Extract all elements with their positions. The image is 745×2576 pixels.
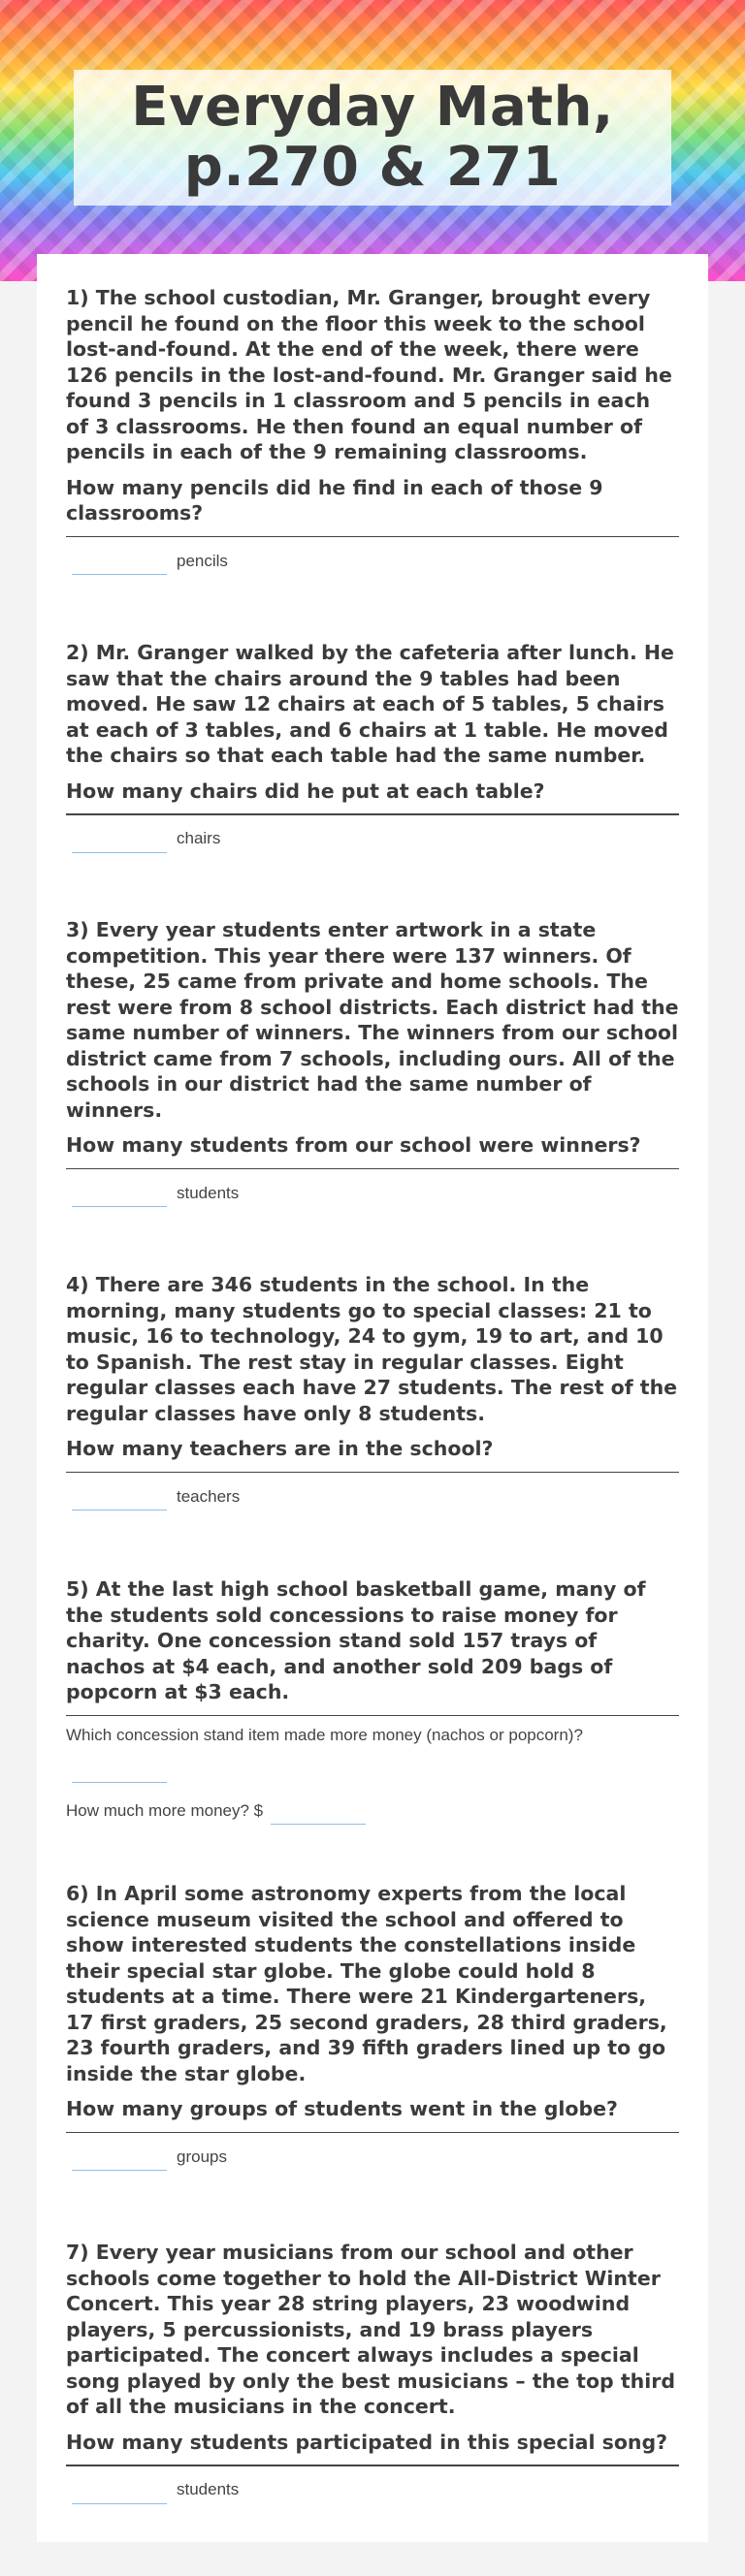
question-5-which-input[interactable]	[72, 1755, 167, 1783]
question-1-unit: pencils	[177, 551, 228, 570]
question-6-answer-input[interactable]	[72, 2143, 167, 2171]
page-title: Everyday Math, p.270 & 271	[131, 76, 614, 199]
question-7-prompt: 7) Every year musicians from our school and other schools come together to hold the All-District Winter Concert. This year 28 string players, 23 woodwind players, 5 percussionists, and 19 brass players participated. The concert always includes a special song played by only the best musicians – the top third of all the musicians in the concert.	[66, 2241, 676, 2418]
divider	[66, 536, 679, 538]
question-7-unit: students	[177, 2480, 240, 2498]
answer-row	[66, 825, 679, 853]
question-5-how-much-input[interactable]	[271, 1797, 366, 1825]
worksheet-card	[37, 254, 708, 2542]
question-1-prompt: 1) The school custodian, Mr. Granger, brought every pencil he found on the floor this week to the school lost-and-found. At the end of the week, there were 126 pencils in the lost-and-found. Mr. Granger said he found 3 pencils in 1 classroom and 5 pencils in each of 3 classrooms. He then found an equal number of pencils in each of the 9 remaining classrooms.	[66, 286, 672, 463]
question-5	[66, 1576, 679, 1825]
question-1-answer-input[interactable]	[72, 547, 167, 575]
question-4-answer-input[interactable]	[72, 1482, 167, 1511]
question-4-ask: How many teachers are in the school?	[66, 1437, 494, 1460]
answer-row	[66, 1482, 679, 1511]
question-5-prompt: 5) At the last high school basketball game, many of the students sold concessions to raise money for charity. One concession stand sold 157 trays of nachos at $4 each, and another sold 209 bags of popcorn at $3 each.	[66, 1577, 646, 1703]
money-row	[66, 1797, 679, 1825]
divider	[66, 2132, 679, 2134]
question-6	[66, 1881, 679, 2171]
question-4-unit: teachers	[177, 1486, 241, 1506]
question-2	[66, 640, 679, 853]
question-7-answer-input[interactable]	[72, 2476, 167, 2504]
answer-row	[66, 1755, 679, 1783]
question-5-which-label: Which concession stand item made more money (nachos or popcorn)?	[66, 1726, 583, 1744]
question-6-ask: How many groups of students went in the globe?	[66, 2097, 618, 2120]
question-5-how-much-label: How much more money? $	[66, 1800, 264, 1820]
question-4	[66, 1272, 679, 1511]
question-3	[66, 917, 679, 1207]
question-2-prompt: 2) Mr. Granger walked by the cafeteria after lunch. He saw that the chairs around the 9 tables had been moved. He saw 12 chairs at each of 5 tables, 5 chairs at each of 3 tables, and 6 chairs at 1 table. He moved the chairs so that each table had the same number.	[66, 641, 674, 767]
answer-row	[66, 1179, 679, 1207]
divider	[66, 2465, 679, 2466]
answer-row	[66, 2476, 679, 2504]
question-7-ask: How many students participated in this special song?	[66, 2430, 668, 2454]
question-2-ask: How many chairs did he put at each table?	[66, 779, 545, 803]
question-4-prompt: 4) There are 346 students in the school. In the morning, many students go to special classes: 21 to music, 16 to technology, 24 to gym, 19 to art, and 10 to Spanish. The rest stay in regular classes. Eight regular classes each have 27 students. The rest of the regular classes have only 8 students.	[66, 1273, 678, 1425]
question-2-answer-input[interactable]	[72, 825, 167, 853]
question-6-prompt: 6) In April some astronomy experts from the local science museum visited the school and offered to show interested students the constellations inside their special star globe. The globe could hold 8 students at a time. There were 21 Kindergarteners, 17 first graders, 25 second graders, 28 third graders, 23 fourth graders, and 39 fifth graders lined up to go inside the star globe.	[66, 1882, 667, 2085]
question-2-unit: chairs	[177, 829, 221, 847]
question-3-ask: How many students from our school were winners?	[66, 1133, 641, 1157]
question-6-unit: groups	[177, 2147, 227, 2166]
question-3-prompt: 3) Every year students enter artwork in a state competition. This year there were 137 winners. Of these, 25 came from private and home schools. The rest were from 8 school districts. Each district had the same number of winners. The winners from our school district came from 7 schools, including ours. All of the schools in our district had the same number of winners.	[66, 918, 679, 1122]
question-7	[66, 2240, 679, 2504]
question-1-ask: How many pencils did he find in each of those 9 classrooms?	[66, 475, 603, 525]
question-3-unit: students	[177, 1183, 240, 1202]
divider	[66, 1168, 679, 1170]
divider	[66, 1715, 679, 1717]
question-1	[66, 285, 679, 575]
question-3-answer-input[interactable]	[72, 1179, 167, 1207]
divider	[66, 1472, 679, 1474]
answer-row	[66, 2143, 679, 2171]
divider	[66, 813, 679, 815]
chevron-banner	[0, 0, 745, 281]
title-box	[74, 70, 671, 206]
answer-row	[66, 547, 679, 575]
